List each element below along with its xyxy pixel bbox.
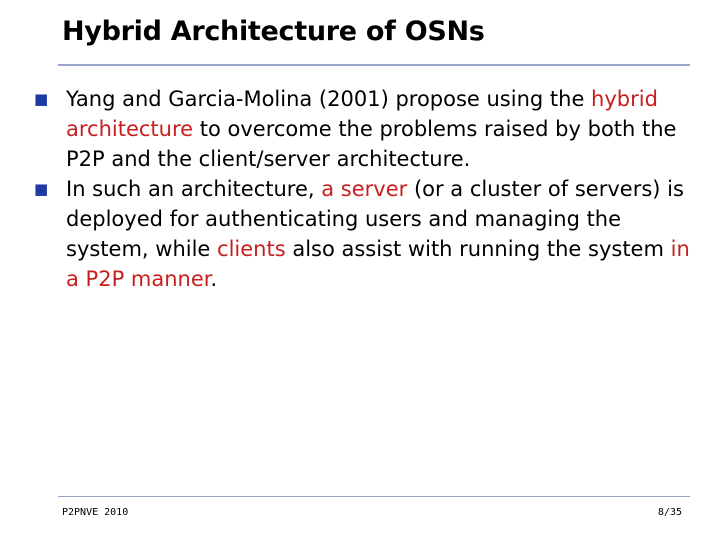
highlighted-term: hybrid architecture <box>66 87 658 141</box>
bullet-text-segment: . <box>210 267 218 291</box>
page-number: 8/35 <box>657 507 682 518</box>
bullet-text-segment: also assist with running the system <box>285 237 671 261</box>
footer-label: P2PNVE 2010 <box>62 507 129 518</box>
highlighted-term: in a P2P manner <box>66 237 690 291</box>
title-divider <box>58 64 690 66</box>
bullet-text-segment: to overcome the problems raised by both the P2P and the client/server architecture. <box>66 117 677 171</box>
bullet-text-segment: (or a cluster of servers) is deployed for authenticating users and managing the system, while <box>66 177 684 261</box>
highlighted-term: clients <box>217 237 286 261</box>
bullet-text-segment: In such an architecture, <box>66 177 322 201</box>
square-bullet-icon: ■ <box>34 90 49 108</box>
bullet-item <box>32 84 702 174</box>
bullet-text <box>66 87 676 171</box>
slide-title: Hybrid Architecture of OSNs <box>62 16 485 47</box>
footer-divider <box>58 496 690 497</box>
bullet-item <box>32 174 702 294</box>
bullet-text-segment: Yang and Garcia-Molina (2001) propose using the <box>66 87 592 111</box>
highlighted-term: a server <box>321 177 408 201</box>
bullet-list <box>32 84 702 294</box>
bullet-text <box>66 177 690 291</box>
square-bullet-icon: ■ <box>34 180 49 198</box>
